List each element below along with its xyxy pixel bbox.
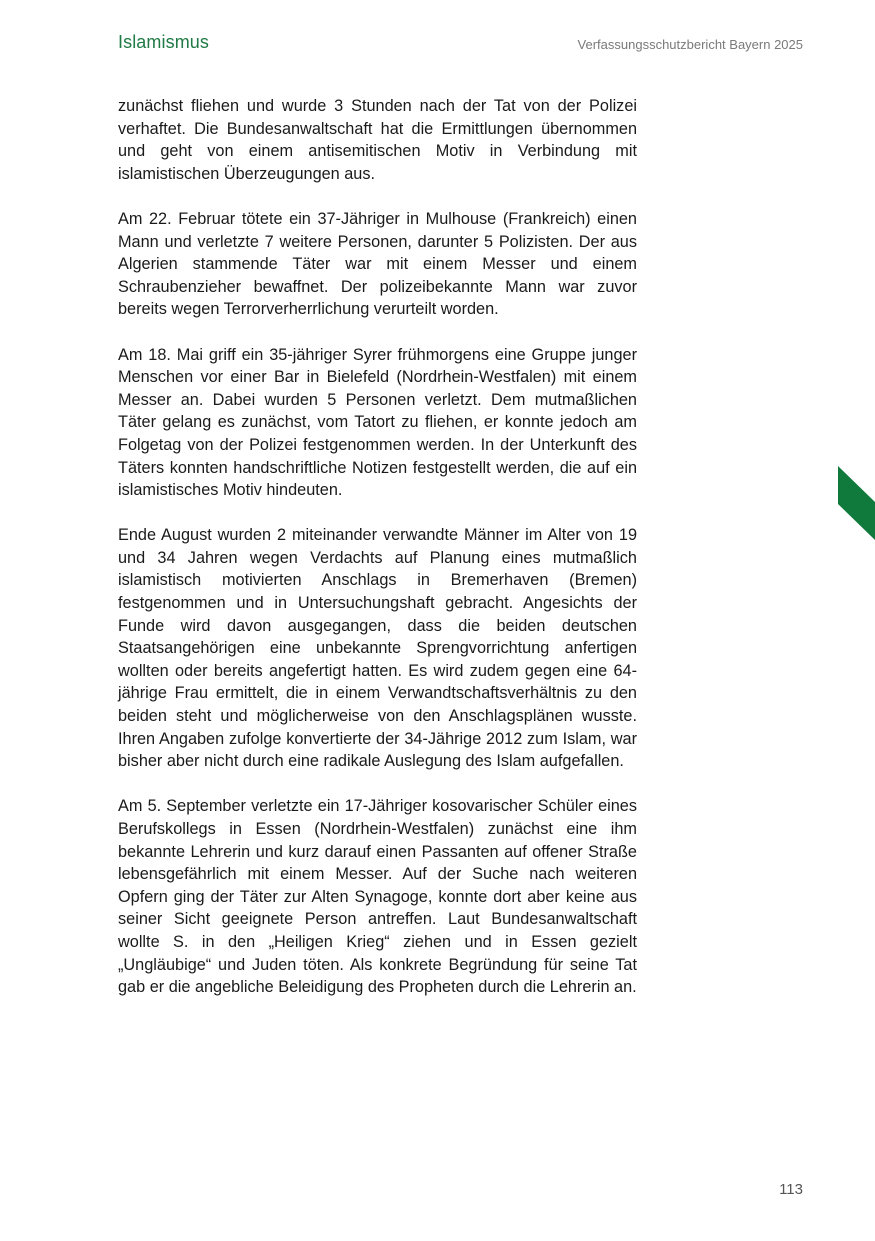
page-number: 113	[779, 1181, 803, 1198]
body-text	[118, 95, 637, 1021]
paragraph: Ende August wurden 2 miteinander verwandte Männer im Alter von 19 und 34 Jahren wegen Verdachts auf Planung eines mutmaßlich islamistisch motivierten Anschlags in Bremerhaven (Bremen) festgenommen und in Untersuchungshaft gebracht. Angesichts der Funde wird davon ausgegangen, dass die beiden deutschen Staatsangehörigen eine unbekannte Sprengvorrichtung anfertigen wollten oder bereits angefertigt hatten. Es wird zudem gegen eine 64-jährige Frau ermittelt, die in einem Verwandtschaftsverhältnis zu den beiden steht und möglicherweise von den Anschlagsplänen wusste. Ihren Angaben zufolge konvertierte der 34-Jährige 2012 zum Islam, war bisher aber nicht durch eine radikale Auslegung des Islam aufgefallen.	[118, 526, 637, 771]
paragraph: Am 18. Mai griff ein 35-jähriger Syrer frühmorgens eine Gruppe junger Menschen vor einer Bar in Bielefeld (Nordrhein-Westfalen) mit einem Messer an. Dabei wurden 5 Personen verletzt. Dem mutmaßlichen Täter gelang es zunächst, vom Tatort zu fliehen, er konnte jedoch am Folgetag von der Polizei festgenommen werden. In der Unterkunft des Täters konnten handschriftliche Notizen festgestellt werden, die auf ein islamistisches Motiv hindeuten.	[118, 345, 637, 500]
chapter-tab-shape	[838, 466, 875, 540]
section-title: Islamismus	[118, 32, 210, 52]
report-title: Verfassungsschutzbericht Bayern 2025	[577, 37, 803, 52]
paragraph: Am 22. Februar tötete ein 37-Jähriger in Mulhouse (Frankreich) einen Mann und verletzte 7 weitere Personen, darunter 5 Polizisten. Der aus Algerien stammende Täter war mit einem Messer und einem Schraubenzieher bewaffnet. Der polizeibekannte Mann war zuvor bereits wegen Terrorverherrlichung verurteilt worden.	[118, 209, 637, 319]
paragraph: zunächst fliehen und wurde 3 Stunden nach der Tat von der Polizei verhaftet. Die Bundesanwaltschaft hat die Ermittlungen übernommen und geht von einem antisemitischen Motiv in Verbindung mit islamistischen Überzeugungen aus.	[118, 97, 637, 183]
paragraph: Am 5. September verletzte ein 17-Jähriger kosovarischer Schüler eines Berufskollegs in Essen (Nordrhein-Westfalen) zunächst eine ihm bekannte Lehrerin und kurz darauf einen Passanten auf offener Straße lebensgefährlich mit einem Messer. Auf der Suche nach weiteren Opfern ging der Täter zur Alten Synagoge, konnte dort aber keine aus seiner Sicht geeignete Person antreffen. Laut Bundesanwaltschaft wollte S. in den „Heiligen Krieg“ ziehen und in Essen gezielt „Ungläubige“ und Juden töten. Als konkrete Begründung für seine Tat gab er die angebliche Beleidigung des Propheten durch die Lehrerin an.	[118, 797, 637, 997]
chapter-tab-marker	[838, 466, 875, 540]
